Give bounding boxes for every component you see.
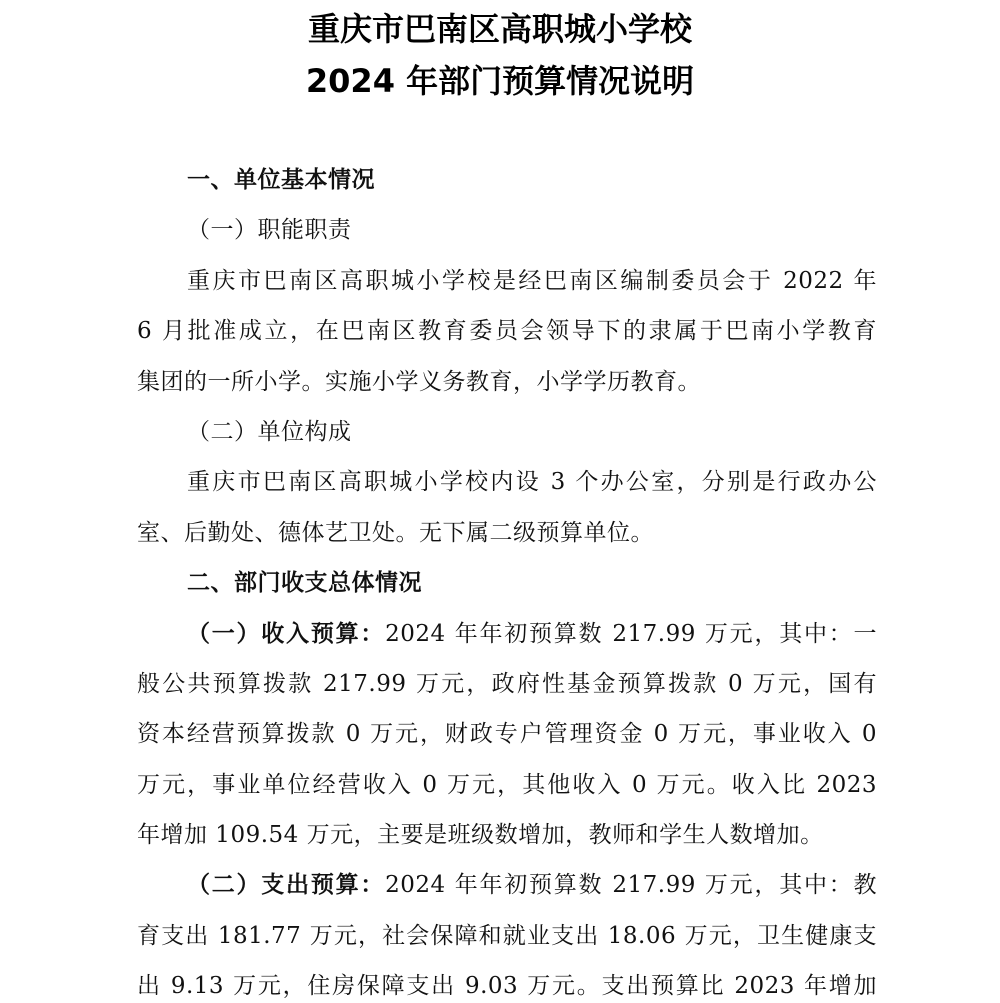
paragraph-line: 万元，事业单位经营收入 0 万元，其他收入 0 万元。收入比 2023 [137, 772, 877, 798]
paragraph-line: 重庆市巴南区高职城小学校是经巴南区编制委员会于 2022 年 [187, 268, 877, 294]
document-title-line-1: 重庆市巴南区高职城小学校 [307, 10, 692, 48]
income-first-text: 2024 年年初预算数 217.99 万元，其中：一 [385, 621, 877, 647]
expense-first-text: 2024 年年初预算数 217.99 万元，其中：教 [385, 872, 877, 898]
paragraph-line: 集团的一所小学。实施小学义务教育，小学学历教育。 [137, 369, 701, 395]
paragraph-line: 6 月批准成立，在巴南区教育委员会领导下的隶属于巴南小学教育 [137, 318, 877, 344]
document-title-line-2: 2024 年部门预算情况说明 [305, 62, 695, 100]
expense-first-line [187, 869, 877, 901]
paragraph-line: 室、后勤处、德体艺卫处。无下属二级预算单位。 [137, 520, 654, 546]
paragraph-line: 般公共预算拨款 217.99 万元，政府性基金预算拨款 0 万元，国有 [137, 671, 877, 697]
section-2-heading: 二、部门收支总体情况 [187, 570, 422, 596]
paragraph-line: 资本经营预算拨款 0 万元，财政专户管理资金 0 万元，事业收入 0 [137, 721, 877, 747]
section-1-heading: 一、单位基本情况 [187, 167, 375, 193]
income-first-line [187, 618, 877, 650]
paragraph-line: 年增加 109.54 万元，主要是班级数增加，教师和学生人数增加。 [137, 822, 824, 848]
subsection-1-1-heading: （一）职能职责 [187, 217, 352, 243]
expense-label: （二）支出预算： [187, 872, 386, 898]
paragraph-line: 育支出 181.77 万元，社会保障和就业支出 18.06 万元，卫生健康支 [137, 923, 877, 949]
paragraph-line: 重庆市巴南区高职城小学校内设 3 个办公室，分别是行政办公 [187, 469, 877, 495]
paragraph-line: 出 9.13 万元，住房保障支出 9.03 万元。支出预算比 2023 年增加 [137, 973, 877, 999]
subsection-1-2-heading: （二）单位构成 [187, 419, 352, 445]
income-label: （一）收入预算： [187, 621, 386, 647]
